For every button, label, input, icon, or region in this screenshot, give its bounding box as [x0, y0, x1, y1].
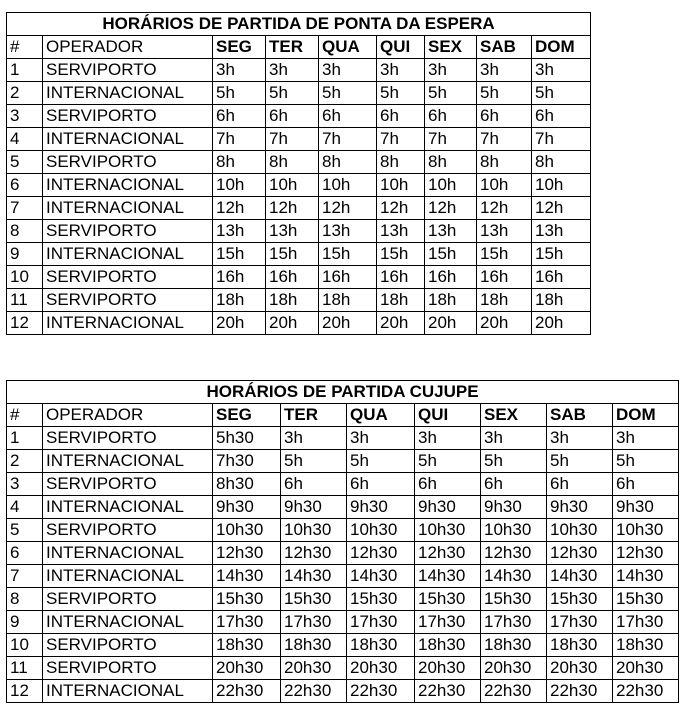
departure-time-cell: 3h [547, 427, 613, 450]
row-number-cell: 9 [7, 611, 43, 634]
table-title: HORÁRIOS DE PARTIDA DE PONTA DA ESPERA [7, 13, 591, 36]
row-number-cell: 9 [7, 243, 43, 266]
departure-time-cell: 22h30 [415, 680, 481, 703]
departure-time-cell: 12h [532, 197, 591, 220]
table-row [7, 427, 679, 450]
table-row [7, 496, 679, 519]
departure-time-cell: 14h30 [481, 565, 547, 588]
departure-time-cell: 7h [377, 128, 425, 151]
operator-cell: INTERNACIONAL [43, 611, 213, 634]
departure-time-cell: 6h [477, 105, 532, 128]
departure-time-cell: 5h [377, 82, 425, 105]
departure-time-cell: 10h30 [213, 519, 281, 542]
row-number-cell: 1 [7, 427, 43, 450]
departure-time-cell: 10h [425, 174, 477, 197]
departure-time-cell: 20h30 [547, 657, 613, 680]
departure-time-cell: 6h [481, 473, 547, 496]
departure-time-cell: 5h [613, 450, 679, 473]
departure-time-cell: 18h30 [213, 634, 281, 657]
operator-cell: INTERNACIONAL [43, 450, 213, 473]
operator-cell: SERVIPORTO [43, 657, 213, 680]
departure-time-cell: 22h30 [213, 680, 281, 703]
departure-time-cell: 3h [213, 59, 266, 82]
row-number-cell: 4 [7, 496, 43, 519]
departure-time-cell: 5h [347, 450, 415, 473]
departure-time-cell: 16h [319, 266, 377, 289]
departure-time-cell: 9h30 [547, 496, 613, 519]
departure-time-cell: 18h30 [281, 634, 347, 657]
departure-time-cell: 9h30 [415, 496, 481, 519]
operator-cell: SERVIPORTO [43, 151, 213, 174]
departure-time-cell: 15h30 [213, 588, 281, 611]
departure-time-cell: 13h [377, 220, 425, 243]
departure-time-cell: 6h [425, 105, 477, 128]
table-row [7, 266, 591, 289]
row-number-cell: 7 [7, 197, 43, 220]
row-number-cell: 11 [7, 289, 43, 312]
departure-time-cell: 20h [213, 312, 266, 335]
departure-time-cell: 15h30 [481, 588, 547, 611]
departure-time-cell: 8h [319, 151, 377, 174]
departure-time-cell: 5h [425, 82, 477, 105]
operator-cell: INTERNACIONAL [43, 680, 213, 703]
table-row [7, 151, 591, 174]
departure-time-cell: 9h30 [613, 496, 679, 519]
departure-time-cell: 17h30 [415, 611, 481, 634]
departure-time-cell: 20h30 [347, 657, 415, 680]
departure-time-cell: 10h [477, 174, 532, 197]
table-row [7, 105, 591, 128]
departure-time-cell: 17h30 [281, 611, 347, 634]
departure-time-cell: 6h [613, 473, 679, 496]
column-header-day: SEG [213, 404, 281, 427]
departure-time-cell: 10h30 [547, 519, 613, 542]
departure-time-cell: 12h30 [481, 542, 547, 565]
column-header-day: SEX [481, 404, 547, 427]
departure-time-cell: 3h [481, 427, 547, 450]
departure-time-cell: 5h [477, 82, 532, 105]
departure-time-cell: 8h [477, 151, 532, 174]
departure-time-cell: 20h [266, 312, 319, 335]
operator-cell: SERVIPORTO [43, 289, 213, 312]
departure-time-cell: 12h30 [347, 542, 415, 565]
departure-time-cell: 20h [425, 312, 477, 335]
departure-time-cell: 7h [532, 128, 591, 151]
departure-time-cell: 15h [425, 243, 477, 266]
departure-time-cell: 12h [377, 197, 425, 220]
departure-time-cell: 3h [415, 427, 481, 450]
column-header-number: # [7, 36, 43, 59]
operator-cell: INTERNACIONAL [43, 496, 213, 519]
row-number-cell: 4 [7, 128, 43, 151]
departure-time-cell: 3h [347, 427, 415, 450]
departure-time-cell: 5h30 [213, 427, 281, 450]
departure-time-cell: 16h [425, 266, 477, 289]
row-number-cell: 7 [7, 565, 43, 588]
departure-time-cell: 12h [213, 197, 266, 220]
departure-time-cell: 16h [213, 266, 266, 289]
departure-time-cell: 20h30 [613, 657, 679, 680]
departure-time-cell: 6h [266, 105, 319, 128]
departure-time-cell: 6h [532, 105, 591, 128]
departure-time-cell: 3h [319, 59, 377, 82]
column-header-day: SAB [547, 404, 613, 427]
column-header-operator: OPERADOR [43, 404, 213, 427]
departure-time-cell: 15h [319, 243, 377, 266]
departure-time-cell: 14h30 [547, 565, 613, 588]
departure-time-cell: 6h [213, 105, 266, 128]
row-number-cell: 6 [7, 174, 43, 197]
departure-time-cell: 12h30 [613, 542, 679, 565]
column-header-day: SEG [213, 36, 266, 59]
departure-time-cell: 12h30 [547, 542, 613, 565]
departure-time-cell: 5h [481, 450, 547, 473]
departure-time-cell: 18h [377, 289, 425, 312]
departure-time-cell: 15h30 [547, 588, 613, 611]
departure-time-cell: 18h [213, 289, 266, 312]
departure-time-cell: 18h [532, 289, 591, 312]
operator-cell: INTERNACIONAL [43, 128, 213, 151]
row-number-cell: 12 [7, 680, 43, 703]
departure-time-cell: 8h30 [213, 473, 281, 496]
departure-time-cell: 13h [425, 220, 477, 243]
departure-time-cell: 13h [477, 220, 532, 243]
departure-time-cell: 10h [532, 174, 591, 197]
header-row [7, 36, 591, 59]
column-header-number: # [7, 404, 43, 427]
departure-time-cell: 20h [532, 312, 591, 335]
table-row [7, 611, 679, 634]
departure-time-cell: 15h30 [415, 588, 481, 611]
departure-time-cell: 15h30 [281, 588, 347, 611]
departure-time-cell: 8h [532, 151, 591, 174]
departure-time-cell: 10h [377, 174, 425, 197]
table-row [7, 473, 679, 496]
departure-time-cell: 6h [377, 105, 425, 128]
departure-time-cell: 14h30 [213, 565, 281, 588]
departure-time-cell: 6h [347, 473, 415, 496]
departure-time-cell: 16h [377, 266, 425, 289]
operator-cell: INTERNACIONAL [43, 174, 213, 197]
column-header-day: TER [281, 404, 347, 427]
table-row [7, 59, 591, 82]
departure-time-cell: 16h [477, 266, 532, 289]
column-header-day: QUI [415, 404, 481, 427]
departure-time-cell: 15h [377, 243, 425, 266]
row-number-cell: 3 [7, 105, 43, 128]
departure-time-cell: 15h [266, 243, 319, 266]
departure-time-cell: 15h30 [347, 588, 415, 611]
departure-time-cell: 18h [425, 289, 477, 312]
departure-time-cell: 22h30 [547, 680, 613, 703]
table-row [7, 634, 679, 657]
row-number-cell: 6 [7, 542, 43, 565]
operator-cell: INTERNACIONAL [43, 82, 213, 105]
departure-time-cell: 6h [319, 105, 377, 128]
departure-time-cell: 12h [319, 197, 377, 220]
departure-time-cell: 22h30 [481, 680, 547, 703]
departure-time-cell: 9h30 [347, 496, 415, 519]
departure-time-cell: 3h [425, 59, 477, 82]
departure-time-cell: 22h30 [281, 680, 347, 703]
departure-time-cell: 3h [281, 427, 347, 450]
operator-cell: SERVIPORTO [43, 220, 213, 243]
departure-time-cell: 16h [266, 266, 319, 289]
operator-cell: SERVIPORTO [43, 519, 213, 542]
departure-time-cell: 10h [266, 174, 319, 197]
row-number-cell: 1 [7, 59, 43, 82]
departure-time-cell: 17h30 [213, 611, 281, 634]
row-number-cell: 3 [7, 473, 43, 496]
table-row [7, 128, 591, 151]
operator-cell: INTERNACIONAL [43, 565, 213, 588]
departure-time-cell: 15h [532, 243, 591, 266]
departure-time-cell: 18h [319, 289, 377, 312]
departure-time-cell: 5h [266, 82, 319, 105]
departure-time-cell: 15h [477, 243, 532, 266]
row-number-cell: 8 [7, 588, 43, 611]
row-number-cell: 11 [7, 657, 43, 680]
departure-time-cell: 20h [319, 312, 377, 335]
departure-time-cell: 20h30 [213, 657, 281, 680]
departure-time-cell: 22h30 [613, 680, 679, 703]
table-row [7, 312, 591, 335]
departure-time-cell: 5h [281, 450, 347, 473]
departure-time-cell: 7h [319, 128, 377, 151]
operator-cell: INTERNACIONAL [43, 197, 213, 220]
operator-cell: INTERNACIONAL [43, 542, 213, 565]
departure-time-cell: 20h30 [415, 657, 481, 680]
row-number-cell: 2 [7, 450, 43, 473]
departure-time-cell: 10h30 [347, 519, 415, 542]
departure-time-cell: 20h30 [281, 657, 347, 680]
table-row [7, 220, 591, 243]
table-row [7, 82, 591, 105]
departure-time-cell: 9h30 [481, 496, 547, 519]
column-header-day: SEX [425, 36, 477, 59]
departure-time-cell: 17h30 [547, 611, 613, 634]
row-number-cell: 5 [7, 519, 43, 542]
departure-time-cell: 13h [213, 220, 266, 243]
departure-time-cell: 16h [532, 266, 591, 289]
departure-time-cell: 12h [266, 197, 319, 220]
departure-time-cell: 12h30 [213, 542, 281, 565]
row-number-cell: 8 [7, 220, 43, 243]
departure-time-cell: 5h [415, 450, 481, 473]
departure-time-cell: 13h [319, 220, 377, 243]
table-row [7, 542, 679, 565]
departure-time-cell: 13h [266, 220, 319, 243]
departure-time-cell: 3h [613, 427, 679, 450]
departure-time-cell: 18h30 [613, 634, 679, 657]
operator-cell: SERVIPORTO [43, 266, 213, 289]
departure-time-cell: 5h [547, 450, 613, 473]
departure-time-cell: 6h [547, 473, 613, 496]
row-number-cell: 2 [7, 82, 43, 105]
table-row [7, 450, 679, 473]
departure-time-cell: 17h30 [613, 611, 679, 634]
column-header-operator: OPERADOR [43, 36, 213, 59]
row-number-cell: 12 [7, 312, 43, 335]
departure-time-cell: 7h [213, 128, 266, 151]
departure-time-cell: 14h30 [613, 565, 679, 588]
departure-time-cell: 17h30 [347, 611, 415, 634]
operator-cell: INTERNACIONAL [43, 312, 213, 335]
departure-time-cell: 8h [266, 151, 319, 174]
table-title: HORÁRIOS DE PARTIDA CUJUPE [7, 381, 679, 404]
table-row [7, 289, 591, 312]
departure-time-cell: 18h30 [547, 634, 613, 657]
departure-time-cell: 14h30 [347, 565, 415, 588]
departure-time-cell: 3h [532, 59, 591, 82]
departure-time-cell: 5h [532, 82, 591, 105]
departure-time-cell: 18h [477, 289, 532, 312]
column-header-day: DOM [532, 36, 591, 59]
departure-time-cell: 10h30 [281, 519, 347, 542]
departure-time-cell: 7h [425, 128, 477, 151]
column-header-day: QUA [347, 404, 415, 427]
departure-time-cell: 10h30 [481, 519, 547, 542]
departure-time-cell: 13h [532, 220, 591, 243]
table-row [7, 243, 591, 266]
cujupe-schedule-table [6, 380, 679, 703]
departure-time-cell: 8h [213, 151, 266, 174]
departure-time-cell: 6h [281, 473, 347, 496]
row-number-cell: 10 [7, 266, 43, 289]
column-header-day: TER [266, 36, 319, 59]
column-header-day: DOM [613, 404, 679, 427]
operator-cell: SERVIPORTO [43, 634, 213, 657]
operator-cell: SERVIPORTO [43, 105, 213, 128]
departure-time-cell: 7h [477, 128, 532, 151]
departure-time-cell: 20h [377, 312, 425, 335]
departure-time-cell: 12h [477, 197, 532, 220]
table-row [7, 588, 679, 611]
departure-time-cell: 3h [477, 59, 532, 82]
column-header-day: SAB [477, 36, 532, 59]
departure-time-cell: 5h [319, 82, 377, 105]
ponta-da-espera-schedule-table [6, 12, 591, 335]
table-row [7, 197, 591, 220]
departure-time-cell: 22h30 [347, 680, 415, 703]
table-row [7, 565, 679, 588]
departure-time-cell: 15h30 [613, 588, 679, 611]
departure-time-cell: 12h [425, 197, 477, 220]
operator-cell: SERVIPORTO [43, 473, 213, 496]
departure-time-cell: 14h30 [281, 565, 347, 588]
column-header-day: QUA [319, 36, 377, 59]
departure-time-cell: 18h30 [347, 634, 415, 657]
departure-time-cell: 7h [266, 128, 319, 151]
operator-cell: SERVIPORTO [43, 427, 213, 450]
departure-time-cell: 3h [377, 59, 425, 82]
departure-time-cell: 10h30 [613, 519, 679, 542]
operator-cell: SERVIPORTO [43, 59, 213, 82]
table-row [7, 680, 679, 703]
departure-time-cell: 7h30 [213, 450, 281, 473]
departure-time-cell: 3h [266, 59, 319, 82]
departure-time-cell: 18h30 [415, 634, 481, 657]
departure-time-cell: 9h30 [281, 496, 347, 519]
table-row [7, 174, 591, 197]
departure-time-cell: 10h [319, 174, 377, 197]
table-row [7, 519, 679, 542]
departure-time-cell: 12h30 [281, 542, 347, 565]
departure-time-cell: 20h [477, 312, 532, 335]
row-number-cell: 10 [7, 634, 43, 657]
departure-time-cell: 20h30 [481, 657, 547, 680]
departure-time-cell: 9h30 [213, 496, 281, 519]
departure-time-cell: 12h30 [415, 542, 481, 565]
departure-time-cell: 10h30 [415, 519, 481, 542]
departure-time-cell: 18h30 [481, 634, 547, 657]
departure-time-cell: 15h [213, 243, 266, 266]
row-number-cell: 5 [7, 151, 43, 174]
departure-time-cell: 17h30 [481, 611, 547, 634]
departure-time-cell: 8h [377, 151, 425, 174]
departure-time-cell: 6h [415, 473, 481, 496]
departure-time-cell: 5h [213, 82, 266, 105]
column-header-day: QUI [377, 36, 425, 59]
header-row [7, 404, 679, 427]
table-row [7, 657, 679, 680]
departure-time-cell: 14h30 [415, 565, 481, 588]
departure-time-cell: 10h [213, 174, 266, 197]
departure-time-cell: 8h [425, 151, 477, 174]
departure-time-cell: 18h [266, 289, 319, 312]
operator-cell: INTERNACIONAL [43, 243, 213, 266]
operator-cell: SERVIPORTO [43, 588, 213, 611]
